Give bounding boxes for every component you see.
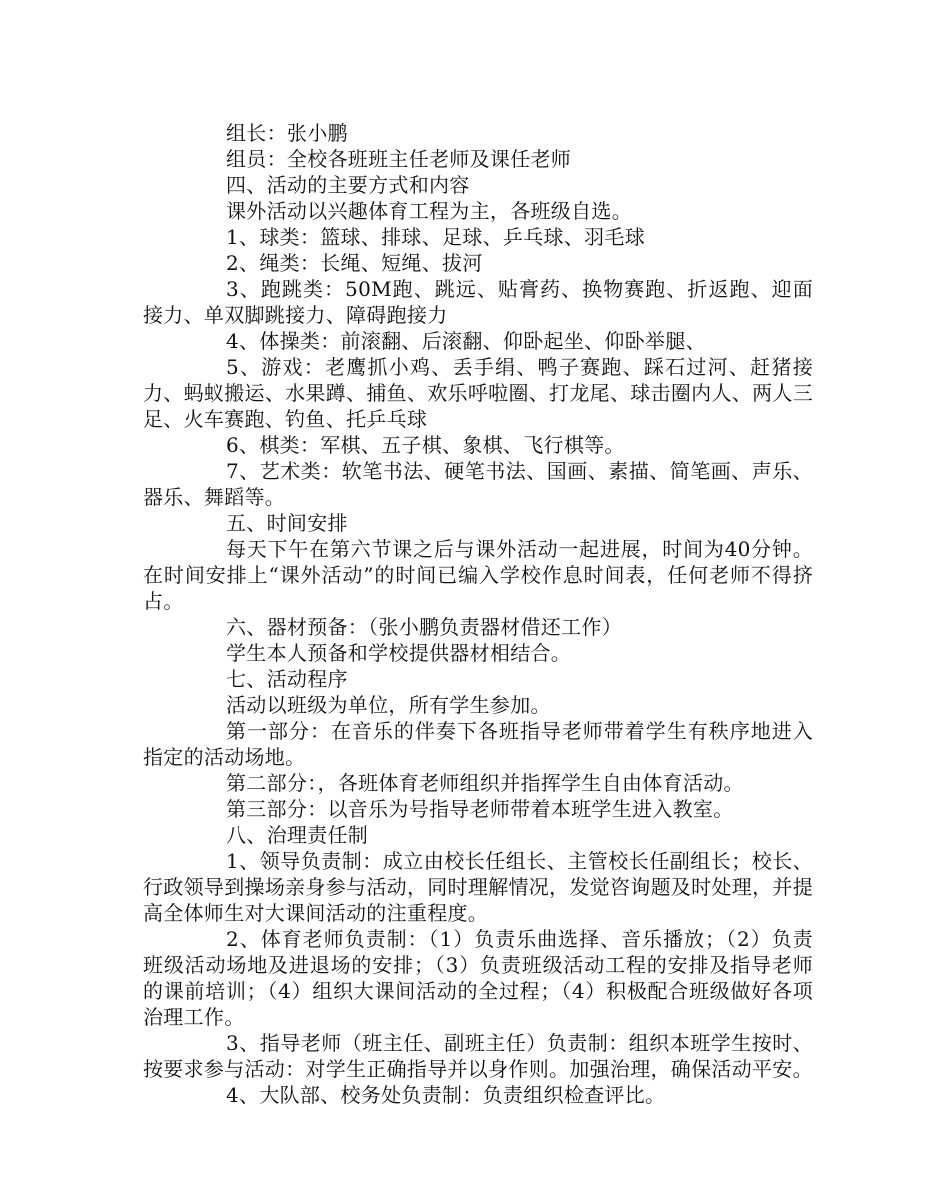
list-item: 4、大队部、校务处负责制：负责组织检查评比。 — [226, 1083, 666, 1107]
list-item: 1、球类：篮球、排球、足球、乒乓球、羽毛球 — [226, 225, 646, 249]
list-item: 2、体育老师负责制：（1）负责乐曲选择、音乐播放；（2）负责班级活动场地及进退场的安排；（3）负责班级活动工程的安排及指导老师的课前培训；（4）组织大课间活动的全过程；（4）积极配合班级做好各项治理工作。 — [143, 927, 813, 1029]
section-heading-8: 八、治理责任制 — [226, 823, 369, 847]
list-item: 6、棋类：军棋、五子棋、象棋、飞行棋等。 — [226, 433, 625, 457]
paragraph: 每天下午在第六节课之后与课外活动一起进展，时间为40分钟。在时间安排上“课外活动”的时间已编入学校作息时间表，任何老师不得挤占。 — [143, 537, 813, 613]
list-item: 3、跑跳类：50M跑、跳远、贴膏药、换物赛跑、折返跑、迎面接力、单双脚跳接力、障碍跑接力 — [143, 277, 813, 327]
paragraph: 活动以班级为单位，所有学生参加。 — [226, 693, 551, 717]
paragraph-group-leader: 组长：张小鹏 — [226, 121, 348, 145]
paragraph: 第二部分：，各班体育老师组织并指挥学生自由体育活动。 — [226, 771, 744, 795]
list-item: 3、指导老师（班主任、副班主任）负责制：组织本班学生按时、按要求参与活动：对学生正确指导并以身作则。加强治理，确保活动平安。 — [143, 1031, 813, 1081]
section-heading-7: 七、活动程序 — [226, 667, 348, 691]
paragraph: 第一部分：在音乐的伴奏下各班指导老师带着学生有秩序地进入指定的活动场地。 — [143, 719, 813, 769]
list-item: 4、体操类：前滚翻、后滚翻、仰卧起坐、仰卧举腿、 — [226, 329, 706, 353]
section-heading-5: 五、时间安排 — [226, 511, 348, 535]
list-item: 5、游戏：老鹰抓小鸡、丢手绢、鸭子赛跑、踩石过河、赶猪接力、蚂蚁搬运、水果蹲、捕鱼、欢乐呼啦圈、打龙尾、球击圈内人、两人三足、火车赛跑、钓鱼、托乒乓球 — [143, 355, 813, 431]
paragraph-group-members: 组员：全校各班班主任老师及课任老师 — [226, 147, 572, 171]
paragraph: 课外活动以兴趣体育工程为主，各班级自选。 — [226, 199, 632, 223]
list-item: 7、艺术类：软笔书法、硬笔书法、国画、素描、简笔画、声乐、器乐、舞蹈等。 — [143, 459, 813, 509]
paragraph: 学生本人预备和学校提供器材相结合。 — [226, 641, 572, 665]
list-item: 2、绳类：长绳、短绳、拔河 — [226, 251, 483, 275]
paragraph: 第三部分：以音乐为号指导老师带着本班学生进入教室。 — [226, 797, 734, 821]
list-item: 1、领导负责制：成立由校长任组长、主管校长任副组长；校长、行政领导到操场亲身参与活动，同时理解情况，发觉咨询题及时处理，并提高全体师生对大课间活动的注重程度。 — [143, 849, 813, 925]
section-heading-6: 六、器材预备：（张小鹏负责器材借还工作） — [226, 615, 622, 639]
document-body — [143, 120, 813, 1108]
section-heading-4: 四、活动的主要方式和内容 — [226, 173, 470, 197]
